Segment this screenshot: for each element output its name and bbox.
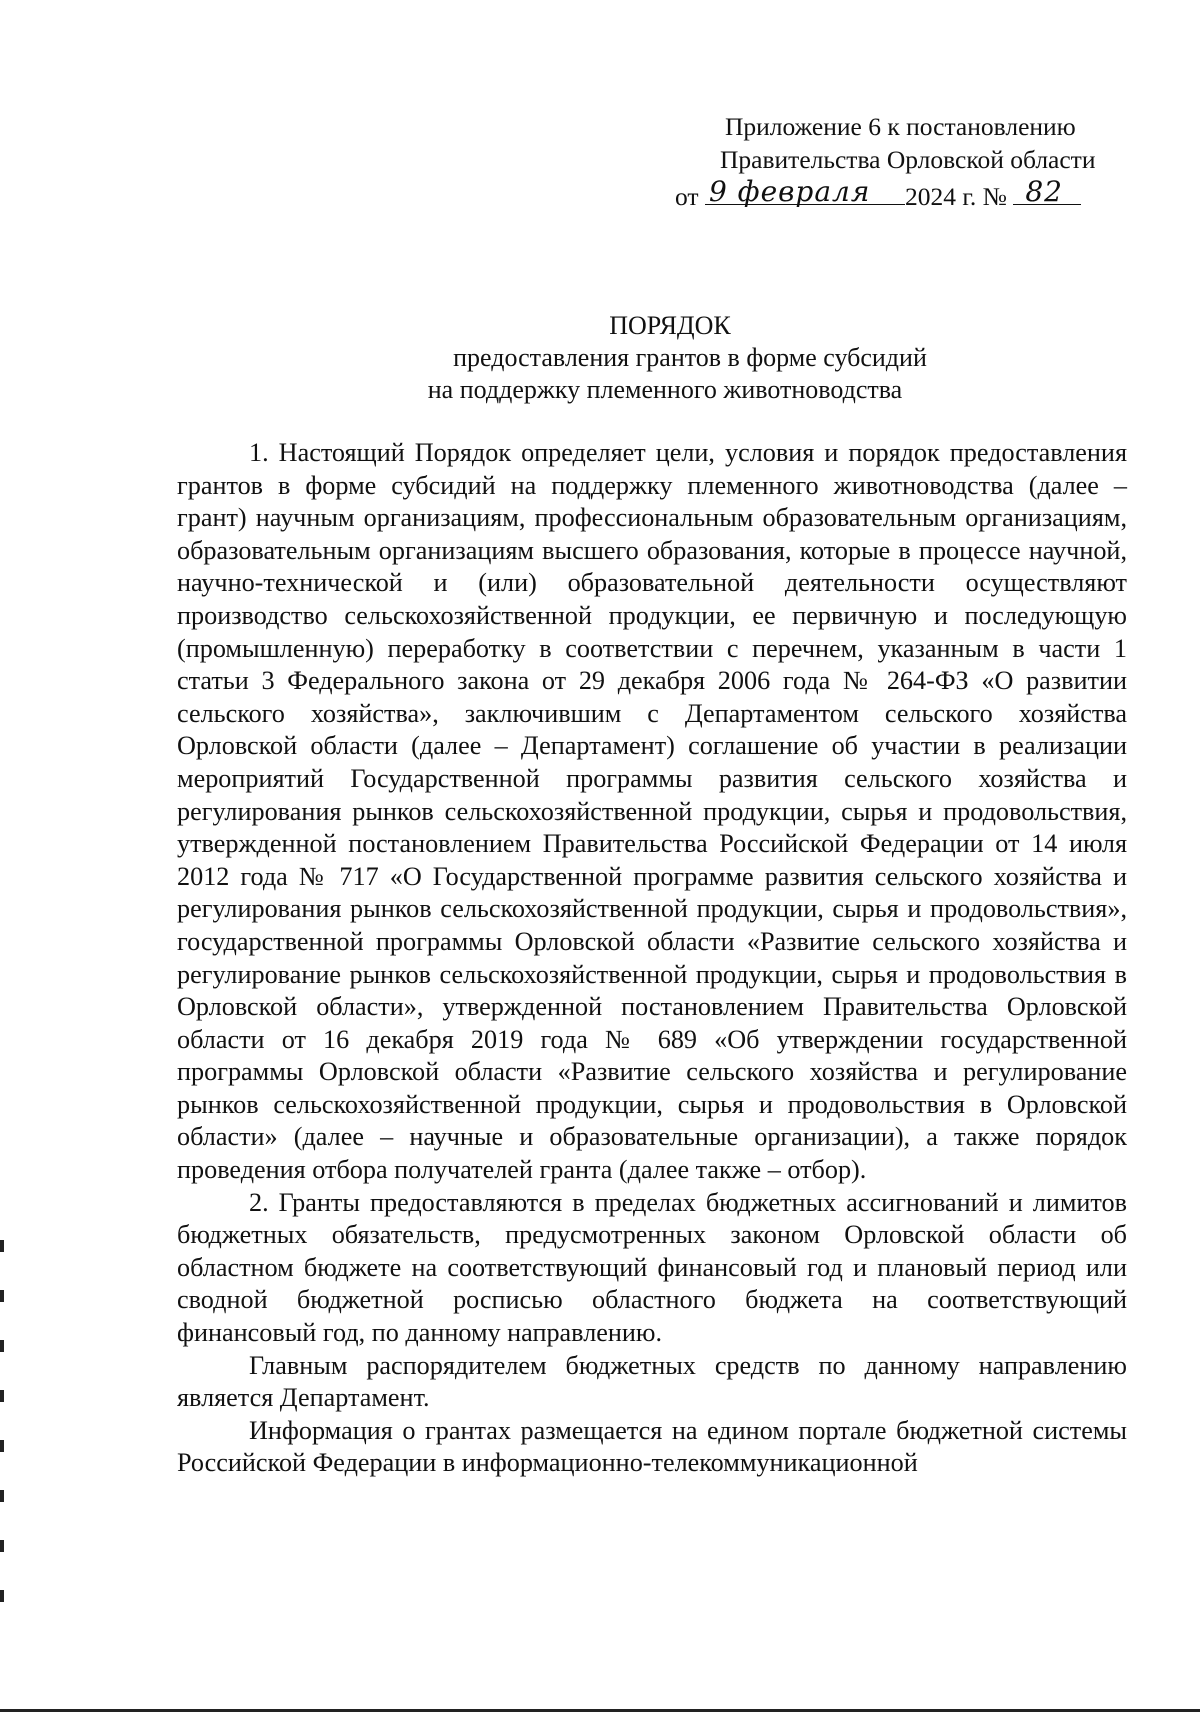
scan-margin-marks (0, 1240, 6, 1680)
paragraph-4: Информация о грантах размещается на едином портале бюджетной системы Российской Федерации в информационно-телекоммуникационной (177, 1415, 1127, 1478)
handwritten-date: 9 февраля (708, 175, 871, 208)
paragraph-2: 2. Гранты предоставляются в пределах бюджетных ассигнований и лимитов бюджетных обязательств, предусмотренных законом Орловской области об областном бюджете на соответствующий финансовый год и плановый период или сводной бюджетной росписью областного бюджета на соответствующий финансовый год, по данному направлению. (177, 1187, 1127, 1348)
paragraph-1: 1. Настоящий Порядок определяет цели, условия и порядок предоставления грантов в форме субсидий на поддержку племенного животноводства (далее – грант) научным организациям, профессиональным образовательным организациям, образовательным организациям высшего образования, которые в процессе научной, научно-технической и (или) образовательной деятельности осуществляют производство сельскохозяйственной продукции, ее первичную и последующую (промышленную) переработку в соответствии с перечнем, указанным в части 1 статьи 3 Федерального закона от 29 декабря 2006 года № 264-ФЗ «О развитии сельского хозяйства», заключившим с Департаментом сельского хозяйства Орловской области (далее – Департамент) соглашение об участии в реализации мероприятий Государственной программы развития сельского хозяйства и регулирования рынков сельскохозяйственной продукции, сырья и продовольствия, утвержденной постановлением Правительства Российской Федерации от 14 июля 2012 года № 717 «О Государственной программе развития сельского хозяйства и регулирования рынков сельскохозяйственной продукции, сырья и продовольствия», государственной программы Орловской области «Развитие сельского хозяйства и регулирование рынков сельскохозяйственной продукции, сырья и продовольствия в Орловской области», утвержденной постановлением Правительства Орловской области от 16 декабря 2019 года № 689 «Об утверждении государственной программы Орловской области «Развитие сельского хозяйства и регулирование рынков сельскохозяйственной продукции, сырья и продовольствия в Орловской области» (далее – научные и образовательные организации), а также порядок проведения отбора получателей гранта (далее также – отбор). (177, 438, 1127, 1185)
appendix-line-1: Приложение 6 к постановлению (725, 112, 1076, 141)
handwritten-number: 82 (1025, 175, 1063, 208)
paragraph-3: Главным распорядителем бюджетных средств по данному направлению является Департамент. (177, 1350, 1127, 1413)
document-body (177, 437, 1127, 1480)
date-field (705, 175, 905, 208)
appendix-date-line (675, 176, 1105, 213)
document-subtitle-line-2: на поддержку племенного животноводства (427, 375, 903, 404)
appendix-line-2: Правительства Орловской области (720, 145, 1096, 174)
document-title-block (0, 310, 1200, 406)
document-title: ПОРЯДОК (609, 311, 731, 340)
appendix-header (675, 110, 1105, 213)
document-subtitle-line-1: предоставления грантов в форме субсидий (453, 343, 927, 372)
year-number-text: 2024 г. № (904, 182, 1007, 211)
from-prefix: от (675, 182, 699, 211)
number-field (1013, 175, 1081, 208)
